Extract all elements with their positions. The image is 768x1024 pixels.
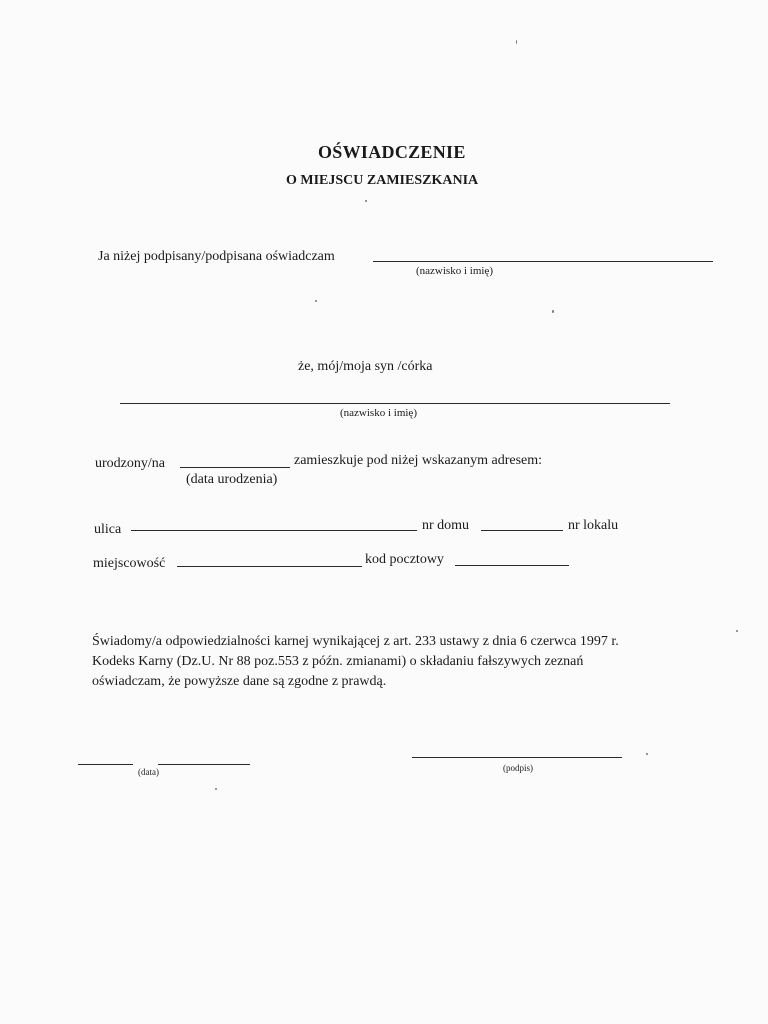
declarant-label: Ja niżej podpisany/podpisana oświadczam [98,249,335,264]
declarant-name-hint: (nazwisko i imię) [416,265,493,277]
scan-speck [646,753,648,755]
house-number-label: nr domu [422,518,470,533]
birth-label: urodzony/na [95,456,165,471]
signature-field[interactable] [412,757,622,758]
child-name-hint: (nazwisko i imię) [340,407,417,419]
town-field[interactable] [177,566,362,567]
town-label: miejscowość [93,556,166,571]
statement-paragraph [92,632,692,692]
date-field-right[interactable] [158,764,250,765]
postal-code-field[interactable] [455,565,569,566]
declarant-name-field[interactable] [373,261,713,262]
house-number-field[interactable] [481,530,563,531]
scan-speck [365,200,367,202]
scan-speck [736,630,738,632]
scan-speck [215,788,217,790]
statement-line-2: Kodeks Karny (Dz.U. Nr 88 poz.553 z późn. zmianami) o składaniu fałszywych zeznań [92,654,584,669]
statement-line-3: oświadczam, że powyższe dane są zgodne z prawdą. [92,674,387,689]
scan-speck [315,300,317,302]
child-label: że, mój/moja syn /córka [298,359,433,374]
postal-code-label: kod pocztowy [365,552,444,567]
child-name-field[interactable] [120,403,670,404]
signature-hint: (podpis) [503,763,533,773]
date-field-left[interactable] [78,764,133,765]
residence-label: zamieszkuje pod niżej wskazanym adresem: [294,453,543,468]
document-subtitle: O MIEJSCU ZAMIESZKANIA [286,173,479,188]
statement-line-1: Świadomy/a odpowiedzialności karnej wynikającej z art. 233 ustawy z dnia 6 czerwca 1997 r. [92,634,619,649]
street-field[interactable] [131,530,417,531]
document-title: OŚWIADCZENIE [318,142,466,162]
scan-speck [552,310,554,313]
date-hint: (data) [138,767,159,777]
flat-number-label: nr lokalu [568,518,619,533]
birth-date-field[interactable] [180,467,290,468]
street-label: ulica [94,522,122,537]
scan-speck [516,40,517,44]
birth-date-hint: (data urodzenia) [186,472,278,487]
